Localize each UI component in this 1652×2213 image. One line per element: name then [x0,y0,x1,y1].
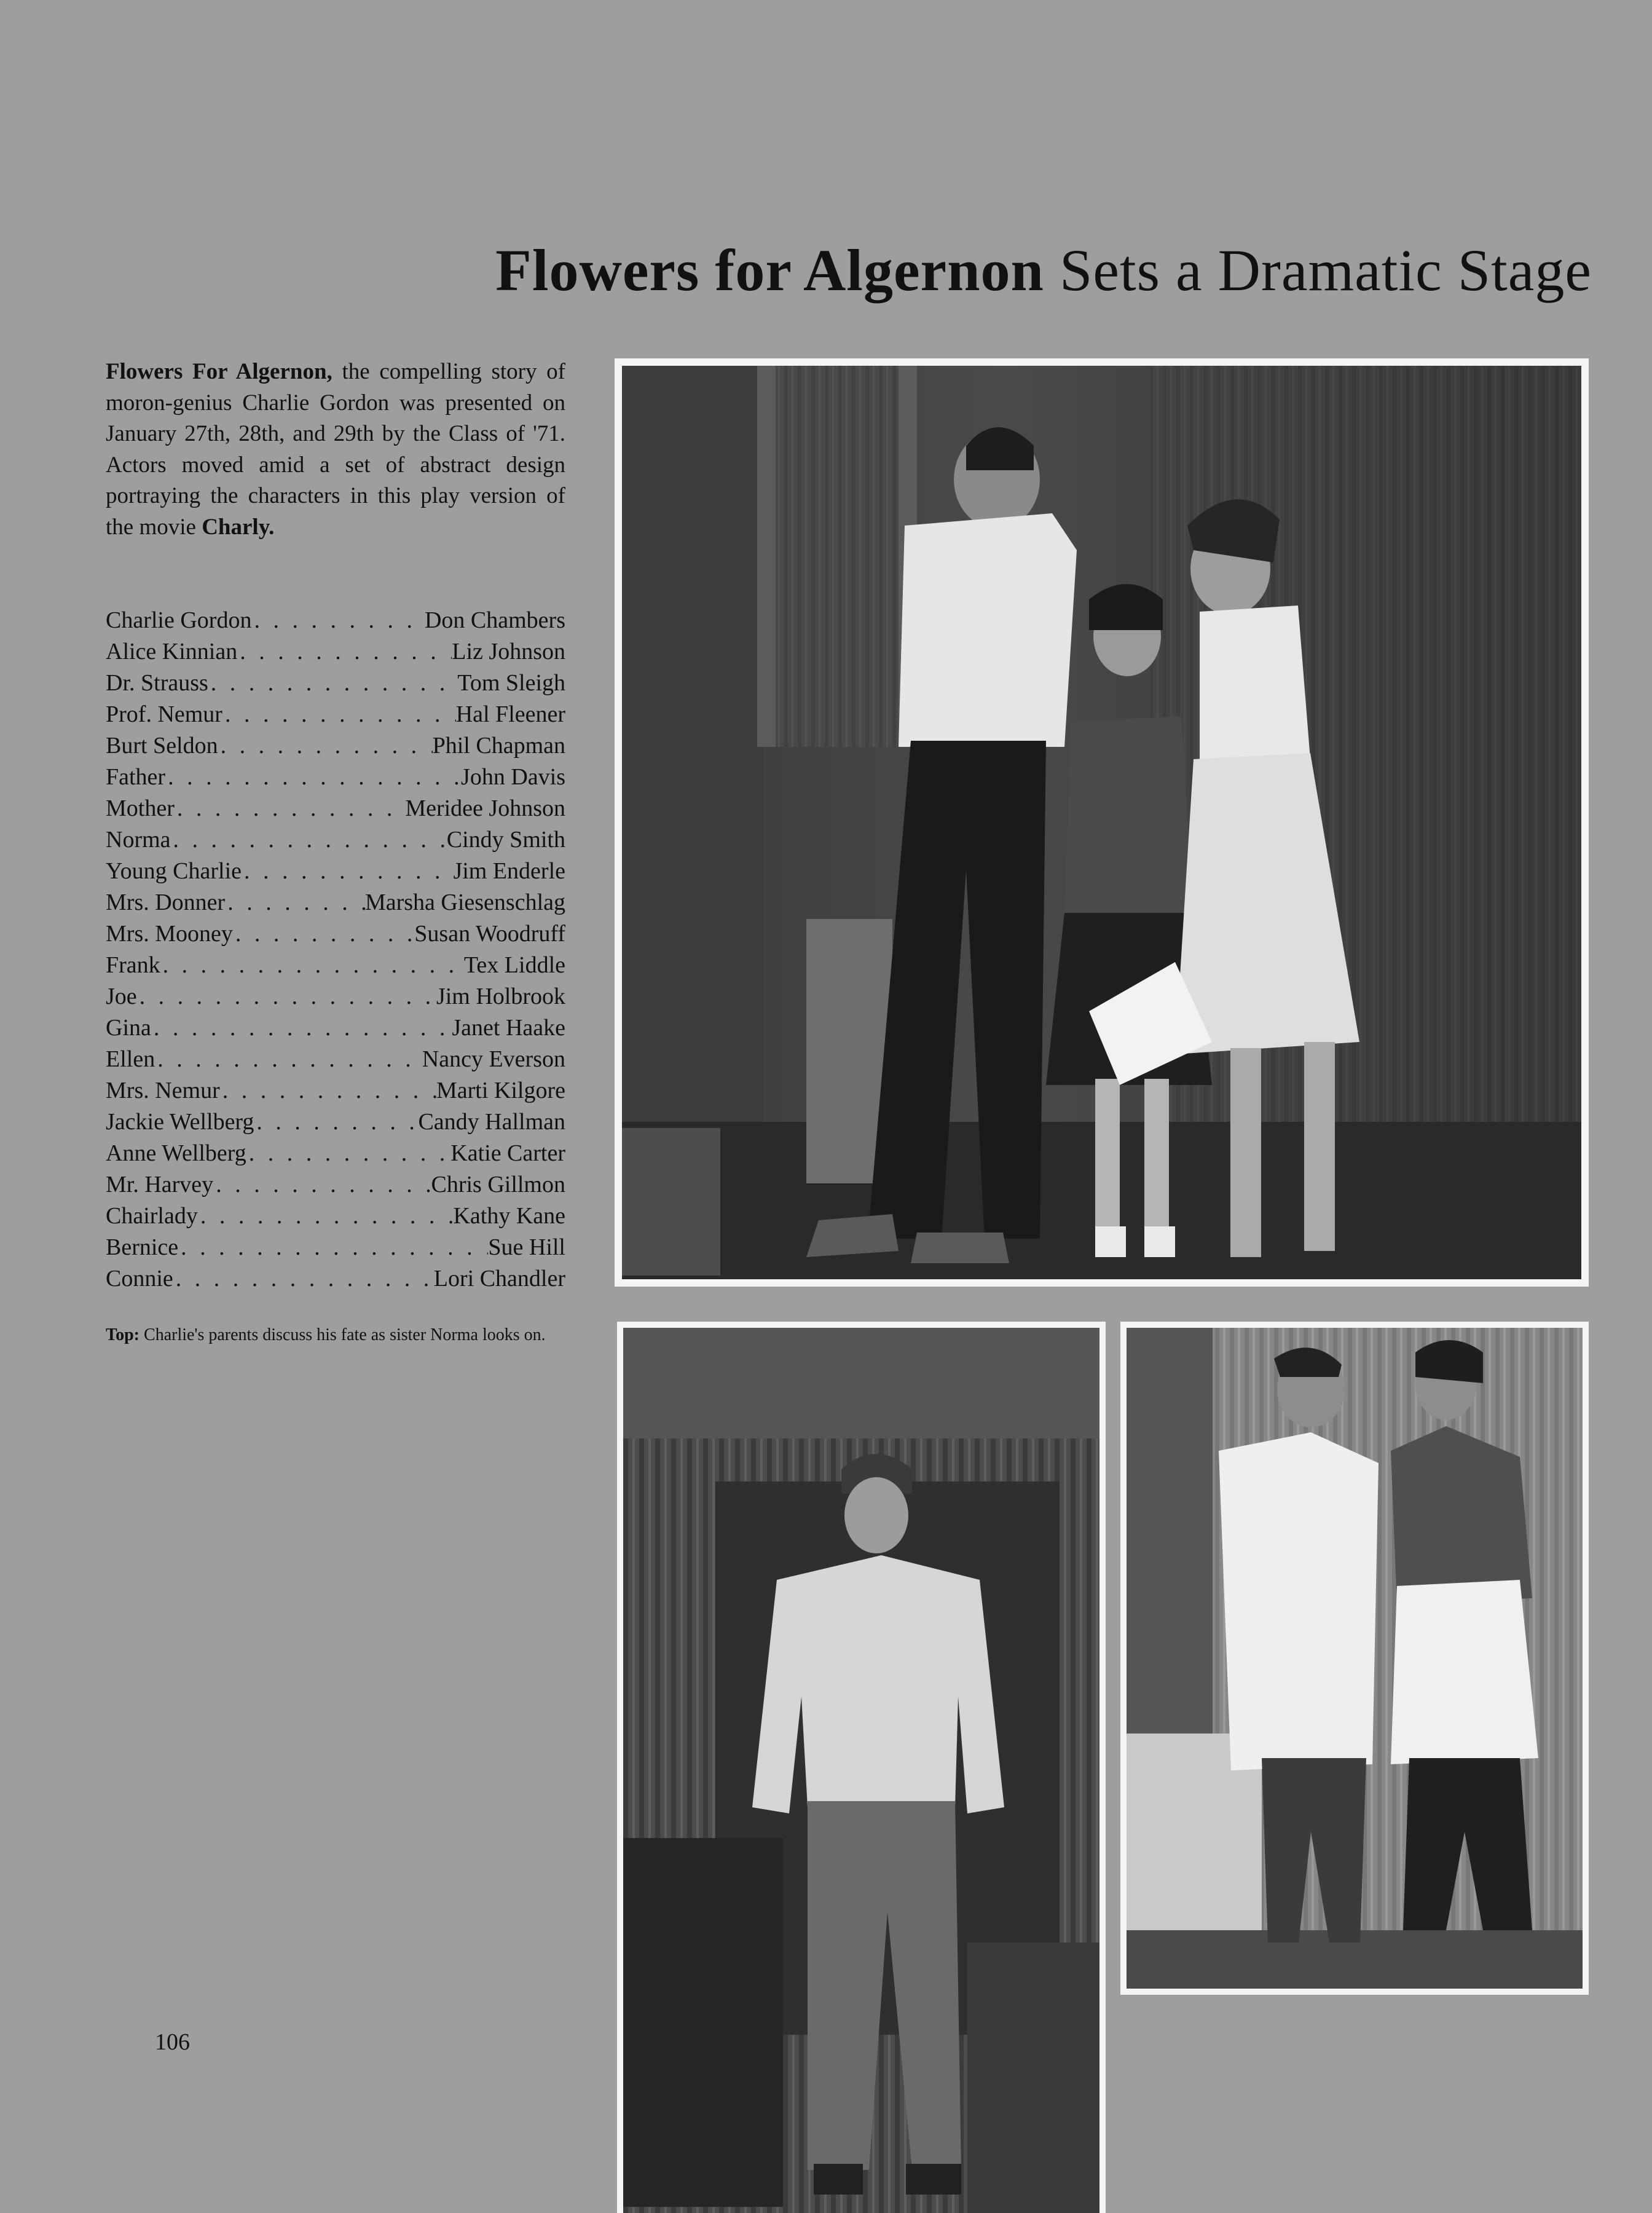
cast-role: Burt Seldon [106,733,218,759]
cast-row [106,793,565,824]
leader-dots [254,1106,418,1138]
cast-role: Chairlady [106,1203,198,1229]
cast-row [106,1169,565,1201]
cast-role: Charlie Gordon [106,607,252,633]
cast-role: Mother [106,795,175,821]
intro-movie: Charly. [202,514,275,540]
leader-dots [222,699,456,730]
leader-dots [233,918,414,950]
page-number: 106 [155,2029,190,2055]
cast-actor: Tex Liddle [463,952,565,978]
photo-caption [106,1325,565,1346]
cast-row [106,668,565,699]
leader-dots [137,981,436,1012]
cast-actor: Nancy Everson [422,1046,565,1072]
cast-row [106,1201,565,1232]
page-title [406,234,1592,307]
caption-text: Charlie's parents discuss his fate as sister Norma looks on. [140,1325,546,1344]
leader-dots [173,1263,434,1295]
cast-row [106,636,565,668]
cast-actor: Janet Haake [452,1015,565,1041]
cast-row [106,1012,565,1044]
cast-row [106,1075,565,1106]
cast-role: Joe [106,984,137,1009]
leader-dots [155,1044,422,1075]
intro-lead: Flowers For Algernon, [106,359,332,384]
cast-role: Frank [106,952,160,978]
cast-list [106,605,565,1295]
cast-role: Young Charlie [106,858,242,884]
cast-role: Gina [106,1015,151,1041]
cast-row [106,950,565,981]
cast-actor: Jim Enderle [453,858,565,884]
cast-actor: Meridee Johnson [405,795,565,821]
leader-dots [225,887,365,918]
leader-dots [165,762,461,793]
cast-row [106,824,565,856]
intro-body: the compelling story of moron-genius Charlie Gordon was presented on January 27th, 28th, and 29th by the Class of '71. Actors moved amid a set of abstract design portraying the characters in this play version of the movie [106,359,565,540]
cast-actor: Kathy Kane [453,1203,565,1229]
photo-bottom-right-image [1127,1328,1583,1989]
title-bold: Flowers for Algernon [495,237,1044,303]
cast-actor: Susan Woodruff [414,921,565,947]
leader-dots [208,668,457,699]
cast-row [106,856,565,887]
title-rest: Sets a Dramatic Stage [1059,237,1592,303]
cast-row [106,605,565,636]
cast-row [106,981,565,1012]
cast-role: Anne Wellberg [106,1140,246,1166]
leader-dots [171,824,447,856]
leader-dots [242,856,453,887]
cast-row [106,1044,565,1075]
cast-row [106,730,565,762]
cast-role: Connie [106,1266,173,1292]
cast-row [106,887,565,918]
cast-actor: Sue Hill [488,1234,565,1260]
cast-actor: Marsha Giesenschlag [364,890,565,915]
cast-actor: Liz Johnson [452,639,565,665]
cast-role: Ellen [106,1046,155,1072]
leader-dots [251,605,425,636]
cast-actor: Phil Chapman [432,733,565,759]
intro-paragraph [106,357,565,543]
caption-label: Top: [106,1325,140,1344]
cast-row [106,918,565,950]
leader-dots [198,1201,454,1232]
cast-role: Jackie Wellberg [106,1109,254,1135]
cast-role: Mrs. Nemur [106,1078,220,1103]
cast-role: Alice Kinnian [106,639,238,665]
leader-dots [151,1012,452,1044]
cast-actor: Cindy Smith [446,827,565,853]
leader-dots [213,1169,431,1201]
cast-role: Bernice [106,1234,179,1260]
leader-dots [160,950,464,981]
cast-actor: Hal Fleener [455,701,565,727]
cast-row [106,1106,565,1138]
cast-role: Father [106,764,166,790]
leader-dots [175,793,405,824]
photo-top-image [622,366,1581,1279]
cast-role: Mr. Harvey [106,1172,214,1197]
cast-actor: Jim Holbrook [436,984,565,1009]
cast-actor: Don Chambers [424,607,565,633]
cast-row [106,699,565,730]
cast-actor: Candy Hallman [418,1109,565,1135]
cast-actor: John Davis [461,764,565,790]
cast-row [106,1138,565,1169]
cast-actor: Marti Kilgore [436,1078,565,1103]
leader-dots [220,1075,436,1106]
cast-row [106,1263,565,1295]
cast-role: Norma [106,827,171,853]
photo-bottom-left-young-charlie [617,1322,1106,2213]
cast-row [106,762,565,793]
cast-actor: Katie Carter [450,1140,565,1166]
cast-role: Dr. Strauss [106,670,208,696]
cast-actor: Chris Gillmon [431,1172,565,1197]
cast-role: Mrs. Mooney [106,921,233,947]
leader-dots [246,1138,451,1169]
photo-bottom-left-image [623,1328,1099,2213]
leader-dots [237,636,452,668]
leader-dots [178,1232,488,1263]
cast-role: Mrs. Donner [106,890,226,915]
photo-bottom-right-bakery-scene [1120,1322,1589,1995]
cast-actor: Lori Chandler [433,1266,565,1292]
photo-top-stage-scene [615,358,1589,1287]
cast-role: Prof. Nemur [106,701,222,727]
cast-actor: Tom Sleigh [457,670,565,696]
cast-row [106,1232,565,1263]
leader-dots [218,730,433,762]
